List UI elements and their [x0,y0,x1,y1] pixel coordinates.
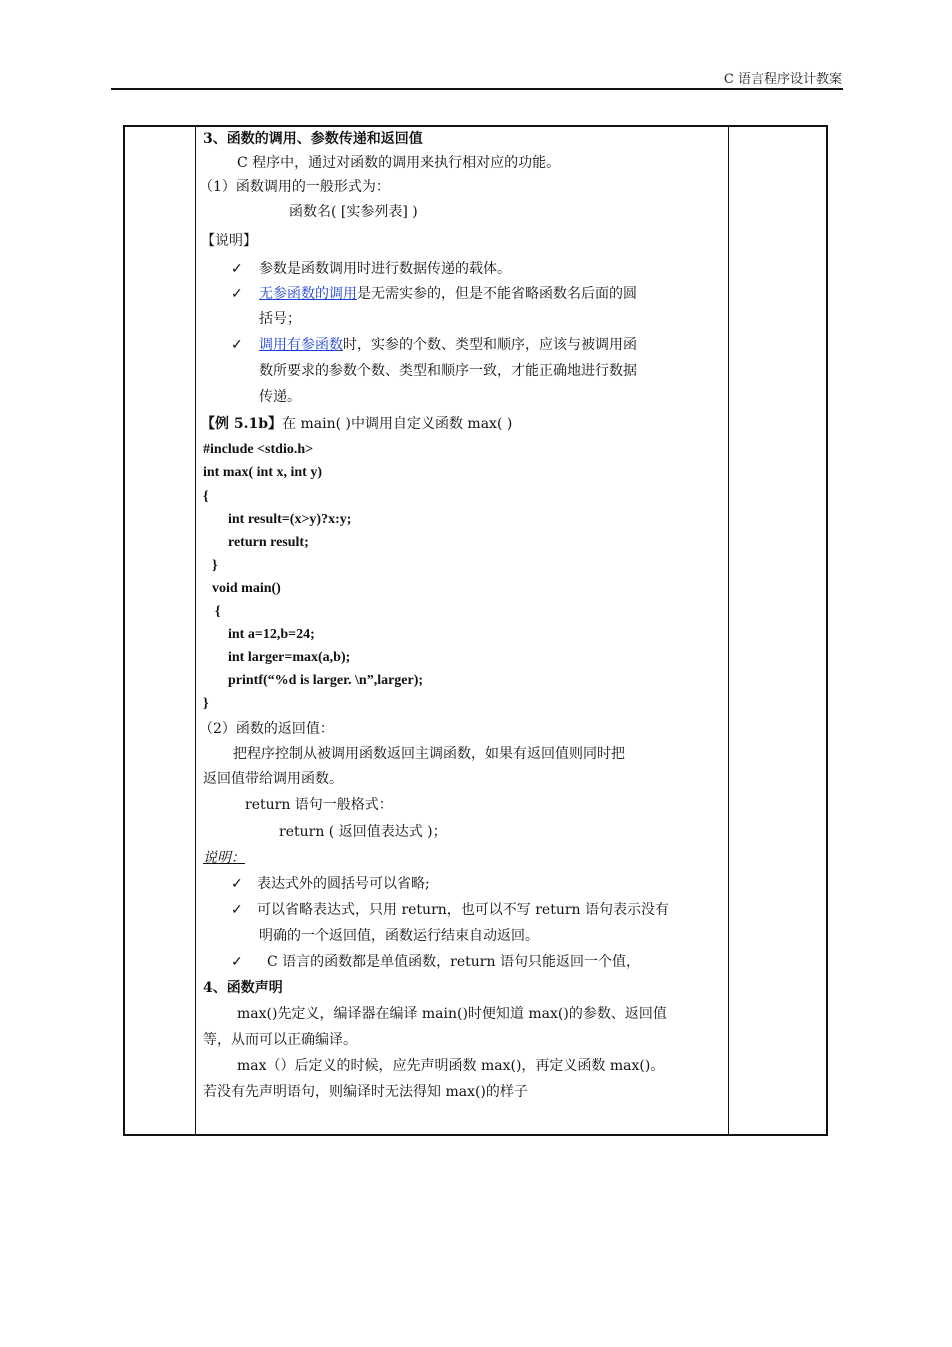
bullet-2-text: 是无需实参的，但是不能省略函数名后面的圆 [357,286,637,302]
bullet2-1 [231,874,430,896]
bullet-3-text: 时，实参的个数、类型和顺序，应该与被调用函 [343,337,637,353]
return-paragraph-2: 返回值带给调用函数。 [203,771,343,787]
bullet2-2 [231,900,669,922]
bullet2-3 [231,952,640,974]
bullet-3-cont2: 传递。 [259,389,301,405]
code-line: return result; [228,535,309,550]
code-line: { [203,489,209,504]
bullet-1-text: 参数是函数调用时进行数据传递的载体。 [259,261,511,277]
bullet2-2-text: 可以省略表达式，只用 return，也可以不写 return 语句表示没有 [257,902,670,918]
note2-label: 说明： [203,850,245,866]
bullet-3 [231,335,637,357]
bullet-2-cont: 括号； [259,311,301,327]
code-line: printf(“%d is larger. \n”,larger); [228,673,424,688]
code-line: #include <stdio.h> [203,442,314,457]
call-form: 函数名( [实参列表] ) [289,204,418,220]
section4-p1a: max()先定义，编译器在编译 main()时便知道 max()的参数、返回值 [237,1006,667,1022]
page-header-title: C 语言程序设计教案 [723,72,842,87]
note-label: 【说明】 [201,233,257,249]
bullet-3-cont1: 数所要求的参数个数、类型和顺序一致，才能正确地进行数据 [259,363,637,379]
header-rule [111,88,843,90]
code-line: int a=12,b=24; [228,627,315,642]
section3-heading: 3、函数的调用、参数传递和返回值 [203,131,423,147]
bullet-2 [231,284,637,306]
section4-heading: 4、函数声明 [203,980,283,996]
table-column-divider-right [728,127,729,1134]
bullet2-1-text: 表达式外的圆括号可以省略; [257,876,430,892]
code-line: } [203,696,209,711]
section4-p2b: 若没有先声明语句，则编译时无法得知 max()的样子 [203,1084,528,1100]
example-line [201,414,512,436]
check-icon: ✓ [231,286,243,302]
check-icon: ✓ [231,876,243,892]
return-format-label: return 语句一般格式： [245,797,393,813]
link-no-arg-call[interactable]: 无参函数的调用 [259,286,357,302]
code-line: void main() [212,581,281,596]
section3-intro: C 程序中，通过对函数的调用来执行相对应的功能。 [237,155,561,171]
check-icon: ✓ [231,337,243,353]
section4-p2a: max（）后定义的时候，应先声明函数 max()，再定义函数 max()。 [237,1058,665,1074]
check-icon: ✓ [231,902,243,918]
bullet2-3-text: C 语言的函数都是单值函数，return 语句只能返回一个值， [267,954,640,970]
check-icon: ✓ [231,261,243,277]
bullet2-2-cont: 明确的一个返回值，函数运行结束自动返回。 [259,928,539,944]
check-icon: ✓ [231,954,243,970]
table-column-divider-left [195,127,196,1134]
code-line: int larger=max(a,b); [228,650,351,665]
example-label: 【例 5.1b】 [201,416,283,432]
code-line: int result=(x>y)?x:y; [228,512,352,527]
section3-sub1: （1）函数调用的一般形式为： [199,179,390,195]
code-line: int max( int x, int y) [203,465,322,480]
example-text: 在 main( )中调用自定义函数 max( ) [282,416,513,432]
code-line: } [212,558,218,573]
section4-p1b: 等，从而可以正确编译。 [203,1032,357,1048]
section3-sub2: （2）函数的返回值： [199,721,334,737]
code-line: { [215,604,221,619]
return-format: return ( 返回值表达式 )； [279,824,447,840]
return-paragraph-1: 把程序控制从被调用函数返回主调函数，如果有返回值则同时把 [233,746,625,762]
link-arg-call[interactable]: 调用有参函数 [259,337,343,353]
bullet-1 [231,259,511,281]
